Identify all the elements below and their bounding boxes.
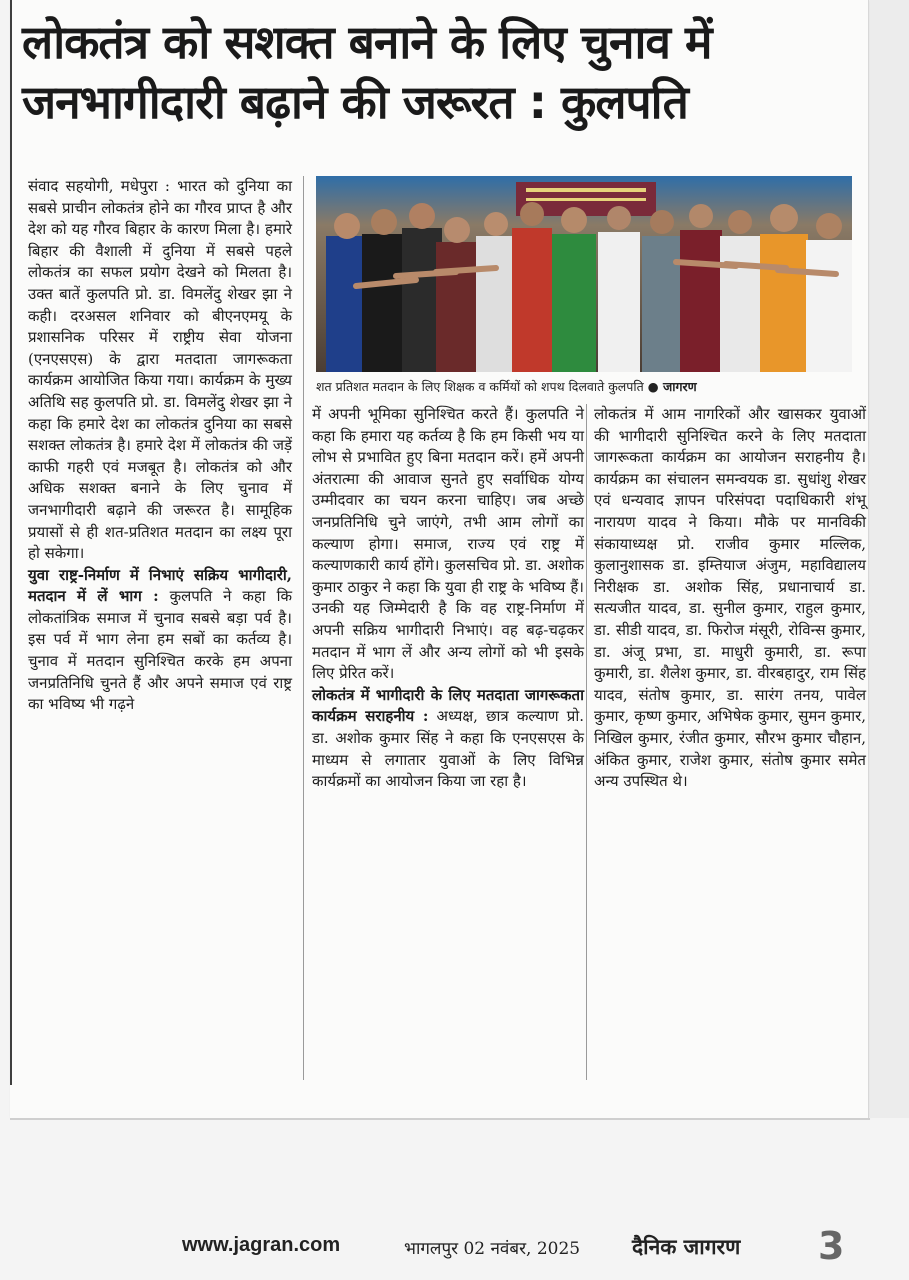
dateline: संवाद सहयोगी, मधेपुरा : xyxy=(28,177,170,195)
article-column-3 xyxy=(594,404,866,793)
column-divider-1 xyxy=(303,176,304,1080)
page-edge xyxy=(870,0,909,1118)
column-divider-2 xyxy=(586,404,587,1080)
column-1-paragraph-2 xyxy=(28,565,292,716)
article-column-1 xyxy=(28,176,292,716)
column-1-text-2: कुलपति ने कहा कि लोकतांत्रिक समाज में चुनाव सबसे बड़ा पर्व है। इस पर्व में भाग लेना हम सबों का कर्तव्य है। चुनाव में मतदान सुनिश्चित करके हम अपना जनप्रतिनिधि चुनते हैं और अपने समाज एवं राष्ट्र का भविष्य भी गढ़ने xyxy=(28,587,292,714)
subheading-1: युवा राष्ट्र-निर्माण में निभाएं सक्रिय भागीदारी, मतदान में लें भाग : xyxy=(28,565,292,606)
headline: लोकतंत्र को सशक्त बनाने के लिए चुनाव में जनभागीदारी बढ़ाने की जरूरत : कुलपति xyxy=(22,15,712,129)
column-2-text-2: अध्यक्ष, छात्र कल्याण प्रो. डा. अशोक कुमार सिंह ने कहा कि एनएसएस के माध्यम से लगातार युवाओं के लिए विभिन्न कार्यक्रमों का आयोजन किया जा रहा है। xyxy=(312,707,584,791)
photo-credit: ● जागरण xyxy=(647,379,697,394)
column-3-paragraph-1: लोकतंत्र में आम नागरिकों और खासकर युवाओं की भागीदारी सुनिश्चित करने के लिए मतदाता जागरूकता कार्यक्रम का आयोजन सराहनीय है। कार्यक्रम का संचालन समन्वयक डा. सुधांशु शेखर एवं धन्यवाद ज्ञापन परिसंपदा पदाधिकारी शंभू नारायण यादव ने किया। मौके पर मानविकी संकायाध्यक्ष प्रो. राजीव कुमार मल्लिक, कुलानुशासक डा. इम्तियाज अंजुम, महाविद्यालय निरीक्षक डा. अशोक सिंह, प्रधानाचार्य डा. सत्यजीत यादव, डा. सुनील कुमार, राहुल कुमार, डा. सीडी यादव, डा. फिरोज मंसूरी, रोविन्स कुमार, डा. अंजू प्रभा, डा. माधुरी कुमारी, डा. रूपा कुमारी, डा. शैलेश कुमार, डा. वीरबहादुर, राम सिंह यादव, संतोष कुमार, डा. सारंग तनय, पावेल कुमार, कृष्ण कुमार, अभिषेक कुमार, सुमन कुमार, निखिल कुमार, रंजीत कुमार, सौरभ कुमार चौहान, अंकित कुमार, राजेश कुमार, संतोष कुमार समेत अन्य उपस्थित थे। xyxy=(594,405,866,791)
page-bottom-rule xyxy=(10,1118,870,1120)
column-1-text: भारत को दुनिया का सबसे प्राचीन लोकतंत्र होने का गौरव प्राप्त है और देश को यह गौरव बिहार के कारण मिला है। हमारे बिहार की वैशाली में दुनिया में सबसे पहले लोकतंत्र का सफल प्रयोग देखने को मिलता है। उक्त बातें कुलपति प्रो. डा. विमलेंदु शेखर झा ने कही। दरअसल शनिवार को बीएनएमयू के प्रशासनिक परिसर में राष्ट्रीय सेवा योजना (एनएसएस) के द्वारा मतदाता जागरूकता कार्यक्रम आयोजित किया गया। कार्यक्रम के मुख्य अतिथि सह कुलपति प्रो. डा. विमलेंदु शेखर झा ने कहा कि हमारे देश का लोकतंत्र दुनिया का सबसे सशक्त लोकतंत्र है। हमारे देश में लोकतंत्र की जड़ें काफी गहरी एवं मजबूत है। लोकतंत्र को और अधिक सशक्त बनाने के लिए चुनाव में जनभागीदारी बढ़ाने की जरूरत है। सामूहिक प्रयासों से ही शत-प्रतिशत मतदान का लक्ष्य पूरा हो सकेगा। xyxy=(28,177,292,563)
left-margin-rule xyxy=(10,0,12,1085)
website-url[interactable]: www.jagran.com xyxy=(182,1234,341,1256)
newspaper-name: दैनिक जागरण xyxy=(632,1235,741,1259)
news-photo xyxy=(316,176,852,372)
page-footer xyxy=(0,1222,909,1272)
column-2-paragraph-1: में अपनी भूमिका सुनिश्चित करते हैं। कुलपति ने कहा कि हमारा यह कर्तव्य है कि हम किसी भय या लोभ से प्रभावित हुए बिना मतदान करें। हमें अपनी अंतरात्मा की आवाज सुनते हुए सर्वाधिक योग्य उम्मीदवार का चयन करना चाहिए। जब अच्छे जनप्रतिनिधि चुने जाएंगे, तभी आम लोगों का कल्याण होगा। समाज, राज्य एवं राष्ट्र में कल्याणकारी कार्य होंगे। कुलसचिव प्रो. डा. अशोक कुमार ठाकुर ने कहा कि युवा ही राष्ट्र के भविष्य हैं। उनकी यह जिम्मेदारी है कि वह राष्ट्र-निर्माण में अपनी सक्रिय भागीदारी निभाएं। वह बढ़-चढ़कर मतदान में भाग लें और अन्य लोगों को भी इसके लिए प्रेरित करें। xyxy=(312,405,584,683)
column-1-paragraph-1 xyxy=(28,176,292,565)
photo-caption-text: शत प्रतिशत मतदान के लिए शिक्षक व कर्मियों को शपथ दिलवाते कुलपति xyxy=(316,379,644,394)
edition-dateline: भागलपुर 02 नवंबर, 2025 xyxy=(404,1239,581,1259)
subheading-2: लोकतंत्र में भागीदारी के लिए मतदाता जागरूकता कार्यक्रम सराहनीय : xyxy=(312,685,584,726)
column-2-paragraph-2 xyxy=(312,685,584,793)
photo-caption xyxy=(316,377,852,397)
page-number: 3 xyxy=(818,1224,845,1268)
oath-ceremony-photo xyxy=(316,176,852,372)
article-column-2 xyxy=(312,404,584,793)
